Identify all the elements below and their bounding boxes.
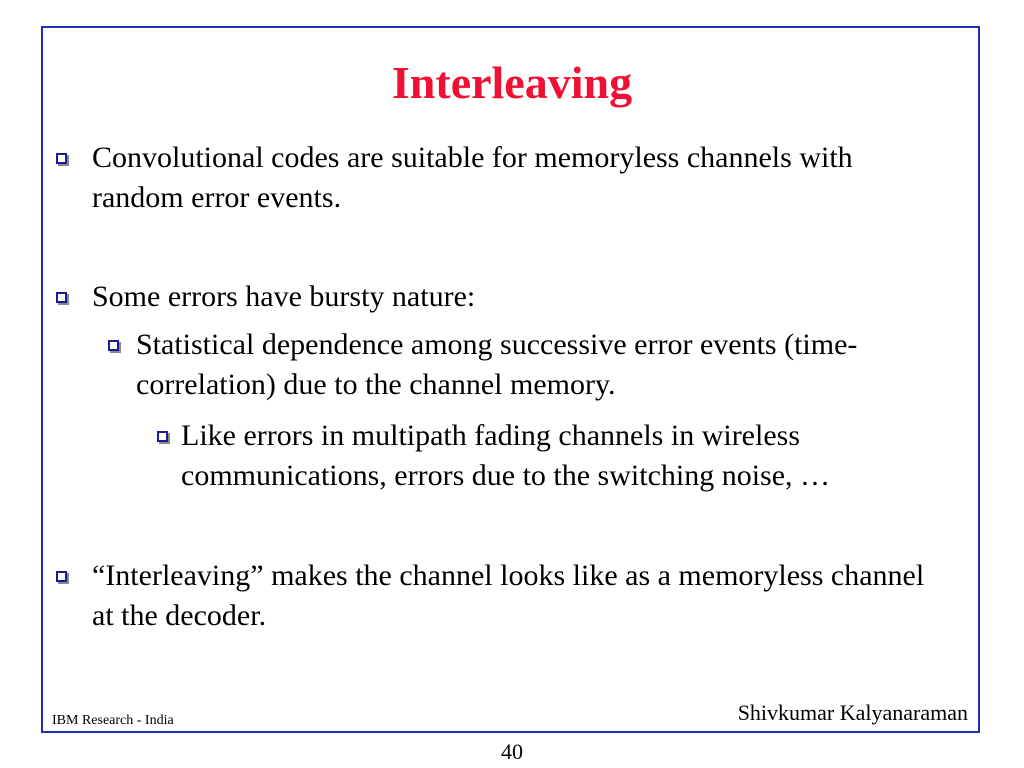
- footer-organization: IBM Research - India: [52, 713, 174, 728]
- square-bullet-icon: [56, 153, 67, 164]
- bullet-text: Like errors in multipath fading channels in wireless communications, errors due to the switching noise, …: [181, 419, 831, 492]
- square-bullet-icon: [56, 571, 67, 582]
- bullet-text: Statistical dependence among successive error events (time-correlation) due to the channel memory.: [136, 328, 858, 401]
- bullet-level1: [92, 556, 942, 636]
- bullet-level1: [92, 277, 922, 317]
- page-number: 40: [501, 739, 523, 764]
- bullet-level1: [92, 138, 922, 218]
- bullet-text: Some errors have bursty nature:: [92, 280, 476, 313]
- footer-author: Shivkumar Kalyanaraman: [737, 700, 968, 725]
- bullet-text: “Interleaving” makes the channel looks like as a memoryless channel at the decoder.: [92, 559, 925, 632]
- slide-title: Interleaving: [391, 57, 633, 108]
- square-bullet-icon: [56, 292, 67, 303]
- square-bullet-icon: [108, 340, 119, 351]
- bullet-level3: [181, 416, 941, 496]
- square-bullet-icon: [157, 431, 168, 442]
- bullet-level2: [136, 325, 926, 405]
- bullet-text: Convolutional codes are suitable for memoryless channels with random error events.: [92, 141, 853, 214]
